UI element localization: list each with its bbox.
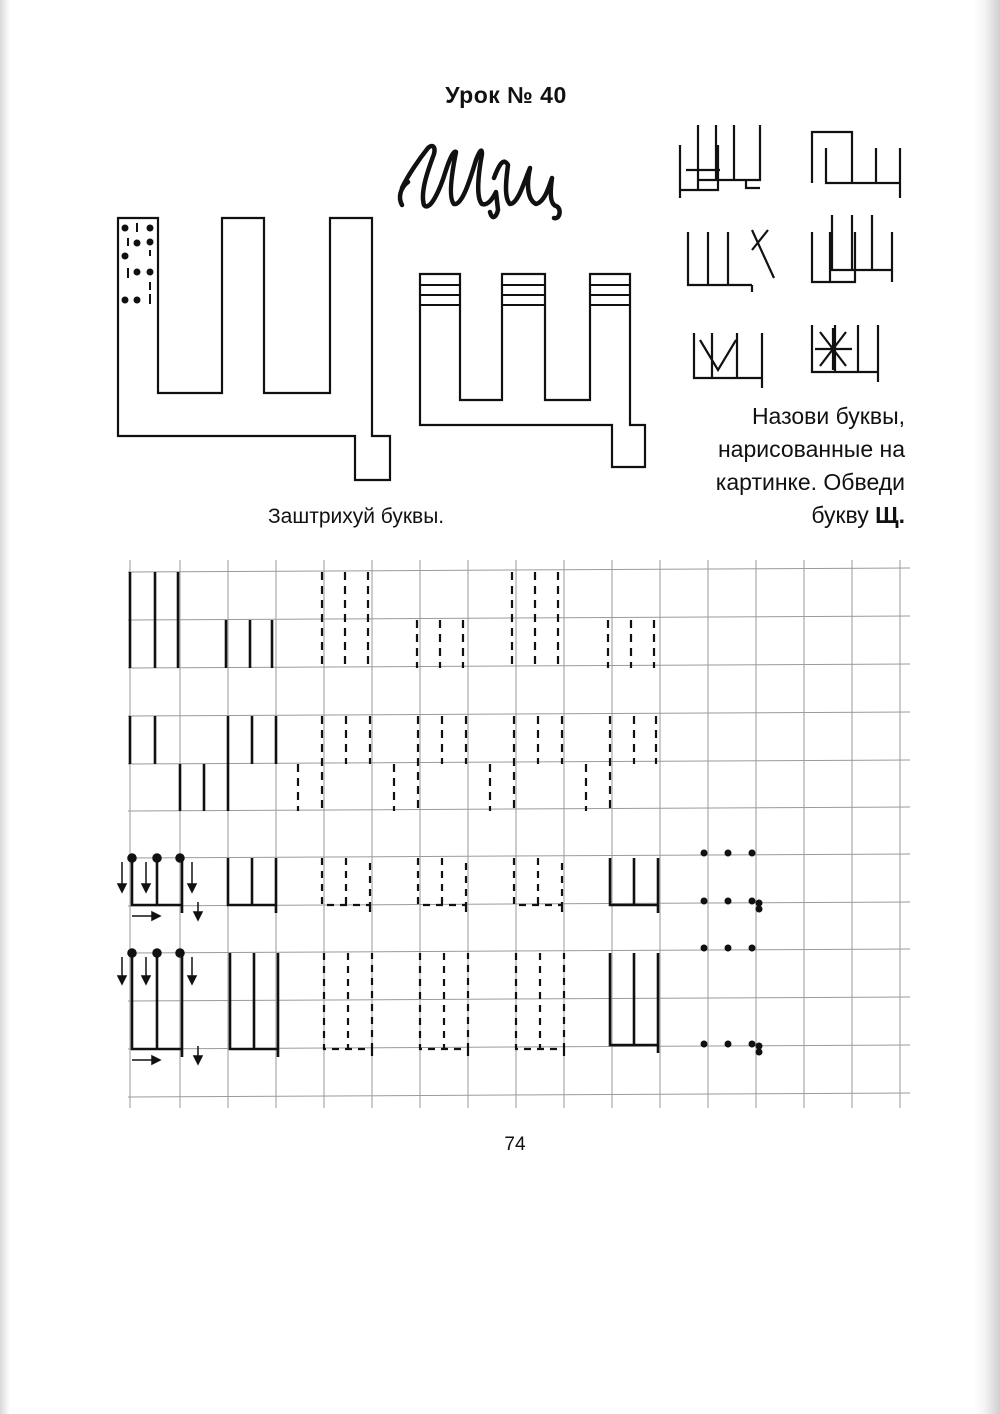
row2-dashed-strokes bbox=[298, 716, 656, 811]
letter-puzzle-shch-c bbox=[680, 125, 760, 198]
block-letter-shch-small bbox=[420, 274, 645, 467]
row4-dashed-letters bbox=[324, 953, 564, 1057]
letter-puzzle-sh-k bbox=[688, 230, 774, 292]
letter-puzzle-zh-shch bbox=[812, 325, 878, 382]
row3-dashed-letters bbox=[322, 858, 562, 913]
page-number: 74 bbox=[504, 1134, 526, 1155]
name-letters-instruction bbox=[655, 400, 905, 532]
lesson-title: Урок № 40 bbox=[445, 82, 567, 108]
name-letters-text: Назови буквы, нарисованные на картинке. Обведи букву bbox=[715, 403, 905, 528]
letter-puzzle-p-shch bbox=[812, 132, 900, 198]
line-hatching-pattern bbox=[420, 285, 630, 305]
block-letter-shch-large bbox=[118, 218, 390, 480]
writing-grid bbox=[128, 560, 910, 1108]
shade-letters-instruction: Заштрихуй буквы. bbox=[268, 505, 445, 528]
row3-stroke-guides bbox=[118, 854, 202, 920]
letter-puzzle-shch-shch bbox=[812, 215, 892, 282]
row4-dot-guides bbox=[701, 945, 763, 1056]
cursive-letter-shch bbox=[400, 146, 560, 218]
dot-hatching-pattern bbox=[123, 223, 153, 304]
target-letter: Щ. bbox=[875, 502, 905, 528]
row4-stroke-guides bbox=[118, 949, 202, 1064]
row4-sample-letter bbox=[132, 953, 182, 1057]
row3-sample-letter bbox=[132, 858, 182, 913]
letter-puzzle-m-shch bbox=[694, 333, 762, 388]
